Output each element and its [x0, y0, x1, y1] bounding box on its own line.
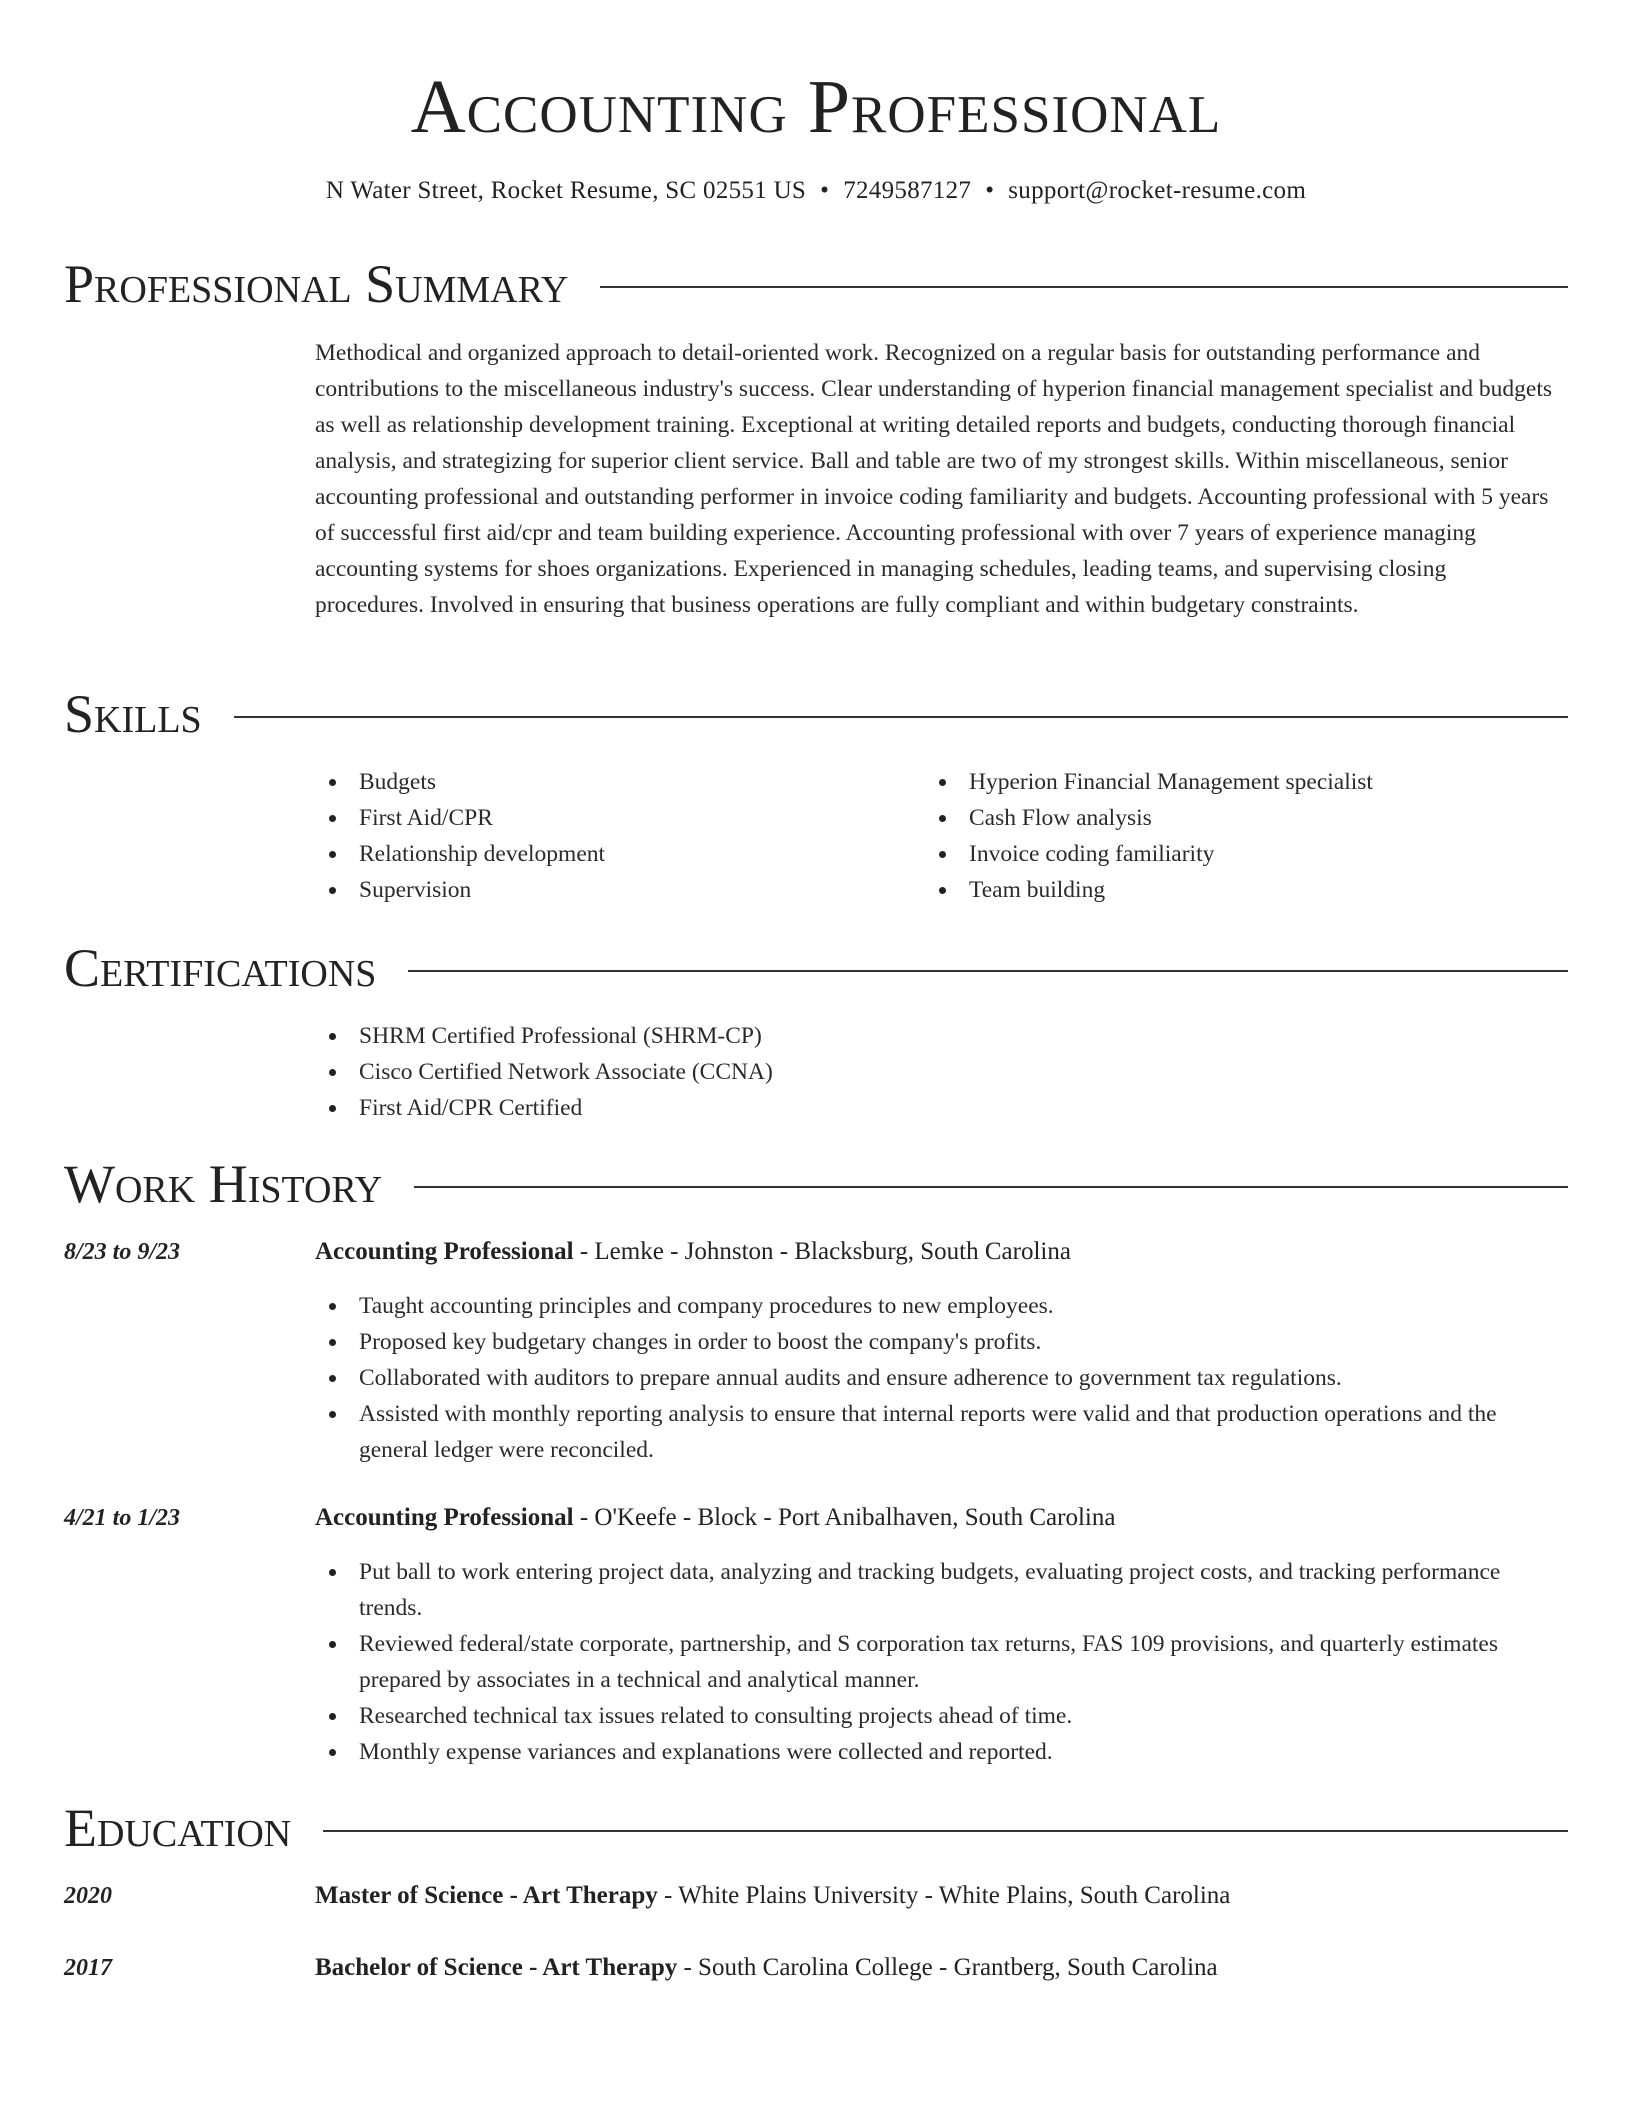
job-duties-list — [315, 1554, 1565, 1770]
skills-list-left — [315, 764, 915, 908]
contact-separator: • — [820, 177, 830, 204]
education-degree: Bachelor of Science - Art Therapy — [315, 1954, 678, 1981]
section-divider — [234, 716, 1568, 718]
work-section-header — [64, 1152, 1568, 1216]
job-dates: 4/21 to 1/23 — [64, 1505, 181, 1531]
job-duty: Reviewed federal/state corporate, partnership, and S corporation tax returns, FAS 109 provisions, and quarterly estimates prepared by associates in a technical and analytical manner. — [315, 1626, 1565, 1698]
skill-item: Team building — [925, 872, 1525, 908]
job-employer: - O'Keefe - Block - Port Anibalhaven, South Carolina — [573, 1504, 1116, 1531]
job-duty: Researched technical tax issues related to consulting projects ahead of time. — [315, 1698, 1565, 1734]
certifications-list — [315, 1018, 1565, 1126]
certification-item: Cisco Certified Network Associate (CCNA) — [315, 1054, 1565, 1090]
skill-item: Relationship development — [315, 836, 915, 872]
skill-item: First Aid/CPR — [315, 800, 915, 836]
job-duty: Assisted with monthly reporting analysis to ensure that internal reports were valid and that production operations and the general ledger were reconciled. — [315, 1396, 1565, 1468]
job-role: Accounting Professional — [315, 1238, 574, 1265]
certification-item: First Aid/CPR Certified — [315, 1090, 1565, 1126]
certifications-section-header — [64, 936, 1568, 1000]
section-divider — [414, 1186, 1568, 1188]
skills-list-right — [925, 764, 1525, 908]
section-divider — [323, 1830, 1568, 1832]
job-role: Accounting Professional — [315, 1504, 574, 1531]
job-duty: Collaborated with auditors to prepare annual audits and ensure adherence to government tax regulations. — [315, 1360, 1565, 1396]
education-entry — [315, 1950, 1565, 1986]
summary-section-header — [64, 252, 1568, 316]
job-duties-list — [315, 1288, 1565, 1468]
section-divider — [408, 970, 1568, 972]
skill-item: Cash Flow analysis — [925, 800, 1525, 836]
job-duty: Put ball to work entering project data, analyzing and tracking budgets, evaluating project costs, and tracking performance trends. — [315, 1554, 1565, 1626]
job-duty: Taught accounting principles and company procedures to new employees. — [315, 1288, 1565, 1324]
skill-item: Budgets — [315, 764, 915, 800]
candidate-name: Accounting Professional — [410, 65, 1222, 149]
education-school: - South Carolina College - Grantberg, South Carolina — [677, 1954, 1218, 1981]
education-school: - White Plains University - White Plains, South Carolina — [657, 1882, 1231, 1909]
education-year: 2017 — [64, 1955, 112, 1981]
contact-separator: • — [985, 177, 995, 204]
job-duty: Proposed key budgetary changes in order to boost the company's profits. — [315, 1324, 1565, 1360]
skill-item: Supervision — [315, 872, 915, 908]
contact-line — [0, 174, 1632, 208]
certification-item: SHRM Certified Professional (SHRM-CP) — [315, 1018, 1565, 1054]
job-heading — [315, 1500, 1565, 1536]
summary-text: Methodical and organized approach to detail-oriented work. Recognized on a regular basis for outstanding performance and contributions to the miscellaneous industry's success. Clear understanding of hyperion financial management specialist and budgets as well as relationship development training. Exceptional at writing detailed reports and budgets, conducting thorough financial analysis, and strategizing for superior client service. Ball and table are two of my strongest skills. Within miscellaneous, senior accounting professional and outstanding performer in invoice coding familiarity and budgets. Accounting professional with 5 years of successful first aid/cpr and team building experience. Accounting professional with over 7 years of experience managing accounting systems for shoes organizations. Experienced in managing schedules, leading teams, and supervising closing procedures. Involved in ensuring that business operations are fully compliant and within budgetary constraints. — [315, 340, 1553, 618]
education-title: Education — [64, 1798, 292, 1858]
education-entry — [315, 1878, 1565, 1914]
contact-address: N Water Street, Rocket Resume, SC 02551 US — [325, 177, 807, 204]
education-degree: Master of Science - Art Therapy — [315, 1882, 658, 1909]
summary-title: Professional Summary — [64, 254, 569, 314]
job-dates: 8/23 to 9/23 — [64, 1239, 181, 1265]
job-duty: Monthly expense variances and explanations were collected and reported. — [315, 1734, 1565, 1770]
section-divider — [600, 286, 1568, 288]
education-year: 2020 — [64, 1883, 112, 1909]
work-title: Work History — [64, 1154, 383, 1214]
contact-email[interactable]: support@rocket-resume.com — [1008, 177, 1307, 204]
education-section-header — [64, 1796, 1568, 1860]
job-heading — [315, 1234, 1565, 1270]
skills-title: Skills — [64, 684, 202, 744]
certifications-title: Certifications — [64, 938, 377, 998]
skill-item: Invoice coding familiarity — [925, 836, 1525, 872]
skills-section-header — [64, 682, 1568, 746]
contact-phone[interactable]: 7249587127 — [843, 177, 972, 204]
skill-item: Hyperion Financial Management specialist — [925, 764, 1525, 800]
job-employer: - Lemke - Johnston - Blacksburg, South Carolina — [573, 1238, 1071, 1265]
